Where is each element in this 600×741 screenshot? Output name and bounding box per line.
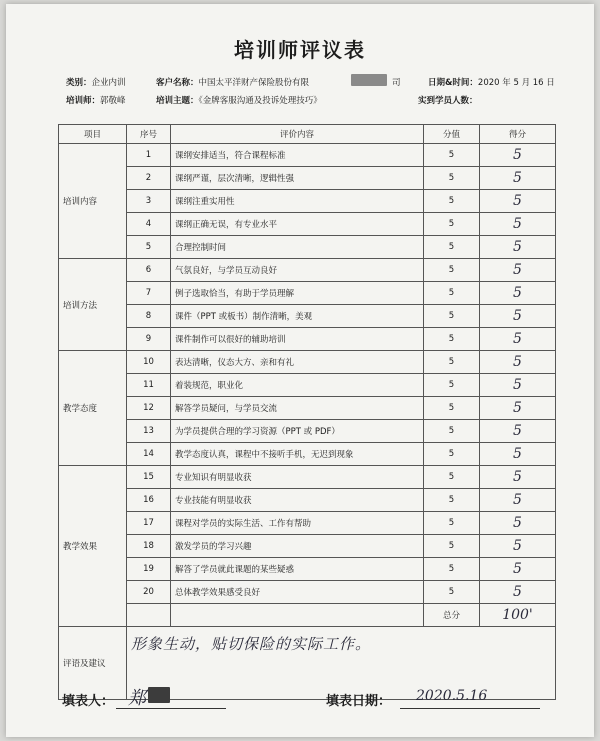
row-points: 5 (424, 305, 480, 328)
form-title: 培训师评议表 (234, 38, 366, 62)
row-content: 解答学员疑问，与学员交流 (171, 397, 424, 420)
fill-date-label: 填表日期： (326, 694, 392, 709)
total-row (59, 604, 556, 627)
row-content: 例子选取恰当，有助于学员理解 (171, 282, 424, 305)
row-score: 5 (480, 167, 556, 190)
row-points: 5 (424, 259, 480, 282)
total-score: 100' (480, 604, 556, 627)
customer-value: 中国太平洋财产保险股份有限 (198, 78, 310, 88)
row-points: 5 (424, 236, 480, 259)
fill-date-line (400, 708, 540, 709)
attendees-field (418, 94, 478, 106)
row-score: 5 (480, 351, 556, 374)
table-row (59, 443, 556, 466)
row-content: 课程对学员的实际生活、工作有帮助 (171, 512, 424, 535)
topic-value: 《金牌客服沟通及投诉处理技巧》 (198, 96, 322, 106)
total-label: 总分 (424, 604, 480, 627)
evaluation-table (58, 124, 556, 700)
row-score: 5 (480, 305, 556, 328)
row-score: 5 (480, 535, 556, 558)
header-points: 分值 (424, 125, 480, 144)
row-content: 课纲安排适当，符合课程标准 (171, 144, 424, 167)
row-points: 5 (424, 512, 480, 535)
row-content: 课纲正确无误，有专业水平 (171, 213, 424, 236)
row-points: 5 (424, 489, 480, 512)
table-row (59, 144, 556, 167)
customer-suffix: 司 (392, 78, 401, 88)
table-row (59, 282, 556, 305)
row-points: 5 (424, 558, 480, 581)
row-content: 专业技能有明显收获 (171, 489, 424, 512)
row-points: 5 (424, 351, 480, 374)
row-content: 为学员提供合理的学习资源（PPT 或 PDF） (171, 420, 424, 443)
row-score: 5 (480, 374, 556, 397)
table-row (59, 259, 556, 282)
group-name: 培训内容 (59, 144, 127, 259)
row-no: 15 (127, 466, 171, 489)
table-row (59, 374, 556, 397)
filler-signature: 郑 (128, 688, 146, 709)
row-score: 5 (480, 328, 556, 351)
row-points: 5 (424, 374, 480, 397)
row-content: 课件制作可以很好的辅助培训 (171, 328, 424, 351)
row-content: 课纲注重实用性 (171, 190, 424, 213)
comment-label: 评语及建议 (59, 627, 127, 700)
row-score: 5 (480, 236, 556, 259)
table-row (59, 167, 556, 190)
category-value: 企业内训 (91, 78, 126, 88)
row-score: 5 (480, 558, 556, 581)
table-row (59, 397, 556, 420)
group-name: 教学效果 (59, 466, 127, 627)
total-spacer-no (127, 604, 171, 627)
row-no: 7 (127, 282, 171, 305)
table-row (59, 581, 556, 604)
row-points: 5 (424, 443, 480, 466)
row-no: 17 (127, 512, 171, 535)
header-score: 得分 (480, 125, 556, 144)
row-points: 5 (424, 420, 480, 443)
row-score: 5 (480, 282, 556, 305)
category-label: 类别： (66, 78, 92, 88)
row-content: 解答了学员就此课题的某些疑惑 (171, 558, 424, 581)
row-no: 2 (127, 167, 171, 190)
group-name: 教学态度 (59, 351, 127, 466)
trainer-value: 郭敬峰 (100, 96, 126, 106)
row-content: 着装规范，职业化 (171, 374, 424, 397)
row-content: 总体教学效果感受良好 (171, 581, 424, 604)
row-content: 激发学员的学习兴趣 (171, 535, 424, 558)
row-no: 11 (127, 374, 171, 397)
row-score: 5 (480, 213, 556, 236)
table-row (59, 351, 556, 374)
row-points: 5 (424, 213, 480, 236)
comment-text: 形象生动，贴切保险的实际工作。 (131, 635, 372, 653)
row-score: 5 (480, 443, 556, 466)
date-field (428, 76, 555, 88)
row-no: 3 (127, 190, 171, 213)
topic-label: 培训主题： (156, 96, 199, 106)
fill-date-value: 2020.5.16 (416, 688, 488, 704)
topic-field (156, 94, 322, 106)
table-row (59, 213, 556, 236)
row-no: 8 (127, 305, 171, 328)
row-no: 18 (127, 535, 171, 558)
header-content: 评价内容 (171, 125, 424, 144)
row-points: 5 (424, 190, 480, 213)
date-label: 日期&时间： (428, 78, 478, 88)
row-points: 5 (424, 167, 480, 190)
row-no: 14 (127, 443, 171, 466)
trainer-label: 培训师： (66, 96, 101, 106)
comment-cell (127, 627, 556, 700)
customer-field (156, 76, 309, 88)
row-content: 课纲严谨，层次清晰，逻辑性强 (171, 167, 424, 190)
row-score: 5 (480, 489, 556, 512)
row-no: 19 (127, 558, 171, 581)
row-content: 课件（PPT 或板书）制作清晰，美观 (171, 305, 424, 328)
row-score: 5 (480, 259, 556, 282)
header-no: 序号 (127, 125, 171, 144)
header-item: 项目 (59, 125, 127, 144)
table-row (59, 489, 556, 512)
table-row (59, 466, 556, 489)
row-no: 4 (127, 213, 171, 236)
row-score: 5 (480, 581, 556, 604)
redacted-mark (351, 74, 387, 86)
category-field (66, 76, 126, 88)
row-content: 气氛良好，与学员互动良好 (171, 259, 424, 282)
row-points: 5 (424, 535, 480, 558)
row-no: 13 (127, 420, 171, 443)
table-row (59, 305, 556, 328)
date-value: 2020 年 5 月 16 日 (477, 78, 555, 88)
row-points: 5 (424, 282, 480, 305)
group-name: 培训方法 (59, 259, 127, 351)
row-no: 16 (127, 489, 171, 512)
customer-label: 客户名称： (156, 78, 199, 88)
row-no: 9 (127, 328, 171, 351)
row-score: 5 (480, 144, 556, 167)
row-score: 5 (480, 397, 556, 420)
row-content: 表达清晰，仪态大方、亲和有礼 (171, 351, 424, 374)
total-spacer-content (171, 604, 424, 627)
table-row (59, 420, 556, 443)
table-row (59, 558, 556, 581)
table-row (59, 535, 556, 558)
row-points: 5 (424, 328, 480, 351)
filler-label: 填表人： (62, 694, 115, 709)
table-row (59, 512, 556, 535)
row-no: 5 (127, 236, 171, 259)
row-no: 6 (127, 259, 171, 282)
table-row (59, 190, 556, 213)
row-score: 5 (480, 512, 556, 535)
row-no: 12 (127, 397, 171, 420)
evaluation-form-paper (6, 4, 594, 737)
trainer-field (66, 94, 126, 106)
row-points: 5 (424, 581, 480, 604)
row-content: 教学态度认真，课程中不接听手机，无迟到现象 (171, 443, 424, 466)
table-header-row (59, 125, 556, 144)
row-points: 5 (424, 466, 480, 489)
row-content: 合理控制时间 (171, 236, 424, 259)
row-score: 5 (480, 420, 556, 443)
row-points: 5 (424, 144, 480, 167)
attendees-label: 实到学员人数： (418, 96, 478, 106)
row-no: 10 (127, 351, 171, 374)
row-no: 1 (127, 144, 171, 167)
table-row (59, 236, 556, 259)
table-row (59, 328, 556, 351)
signature-redaction (148, 687, 170, 703)
row-points: 5 (424, 397, 480, 420)
row-score: 5 (480, 466, 556, 489)
row-content: 专业知识有明显收获 (171, 466, 424, 489)
row-score: 5 (480, 190, 556, 213)
row-no: 20 (127, 581, 171, 604)
